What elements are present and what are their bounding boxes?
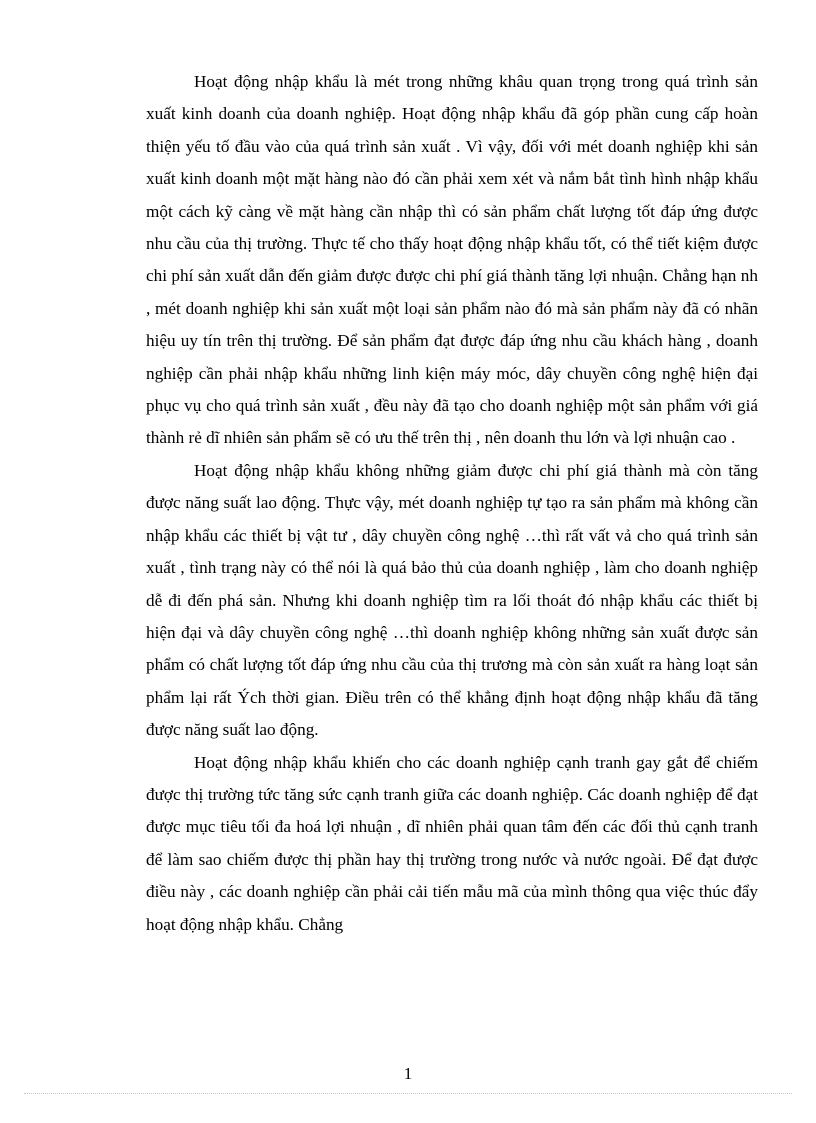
document-body (146, 66, 758, 941)
paragraph-3: Hoạt động nhập khẩu khiến cho các doanh nghiệp cạnh tranh gay gắt để chiếm được thị trường tức tăng sức cạnh tranh giữa các doanh nghiệp. Các doanh nghiệp để đạt được mục tiêu tối đa hoá lợi nhuận , dĩ nhiên phải quan tâm đến các đối thủ cạnh tranh để làm sao chiếm được thị phần hay thị trường trong nước và nước ngoài. Để đạt được điều này , các doanh nghiệp cần phải cải tiến mẫu mã của mình thông qua việc thúc đẩy hoạt động nhập khẩu. Chẳng (146, 752, 758, 934)
page-number: 1 (403, 1064, 413, 1083)
paragraph-1: Hoạt động nhập khẩu là mét trong những khâu quan trọng trong quá trình sản xuất kinh doanh của doanh nghiệp. Hoạt động nhập khẩu đã góp phần cung cấp hoàn thiện yếu tố đầu vào của quá trình sản xuất . Vì vậy, đối với mét doanh nghiệp khi sản xuất kinh doanh một mặt hàng nào đó cần phải xem xét và nắm bắt tình hình nhập khẩu một cách kỹ càng về mặt hàng cần nhập thì có sản phẩm chất lượng tốt đáp ứng được nhu cầu của thị trường. Thực tế cho thấy hoạt động nhập khẩu tốt, có thể tiết kiệm được chi phí sản xuất dẫn đến giảm được được chi phí giá thành tăng lợi nhuận. Chẳng hạn nh , mét doanh nghiệp khi sản xuất một loại sản phẩm nào đó mà sản phẩm này đã có nhãn hiệu uy tín trên thị trường. Để sản phẩm đạt được đáp ứng nhu cầu khách hàng , doanh nghiệp cần phải nhập khẩu những linh kiện máy móc, dây chuyền công nghệ hiện đại phục vụ cho quá trình sản xuất , đều này đã tạo cho doanh nghiệp một sản phẩm với giá thành rẻ dĩ nhiên sản phẩm sẽ có ưu thế trên thị , nên doanh thu lớn và lợi nhuận cao . (146, 72, 758, 448)
page-bottom-divider (24, 1093, 792, 1094)
paragraph-2: Hoạt động nhập khẩu không những giảm được chi phí giá thành mà còn tăng được năng suất lao động. Thực vậy, mét doanh nghiệp tự tạo ra sản phẩm mà không cần nhập khẩu các thiết bị vật tư , dây chuyền công nghệ …thì rất vất vả cho quá trình sản xuất , tình trạng này có thể nói là quá bảo thủ của doanh nghiệp , làm cho doanh nghiệp dễ đi đến phá sản. Nhưng khi doanh nghiệp tìm ra lối thoát đó nhập khẩu các thiết bị hiện đại và dây chuyền công nghệ …thì doanh nghiệp không những sản xuất được sản phẩm có chất lượng tốt đáp ứng nhu cầu của thị trương mà còn sản xuất ra hàng loạt sản phẩm lại rất Ých thời gian. Điều trên có thể khẳng định hoạt động nhập khẩu đã tăng được năng suất lao động. (146, 460, 758, 740)
